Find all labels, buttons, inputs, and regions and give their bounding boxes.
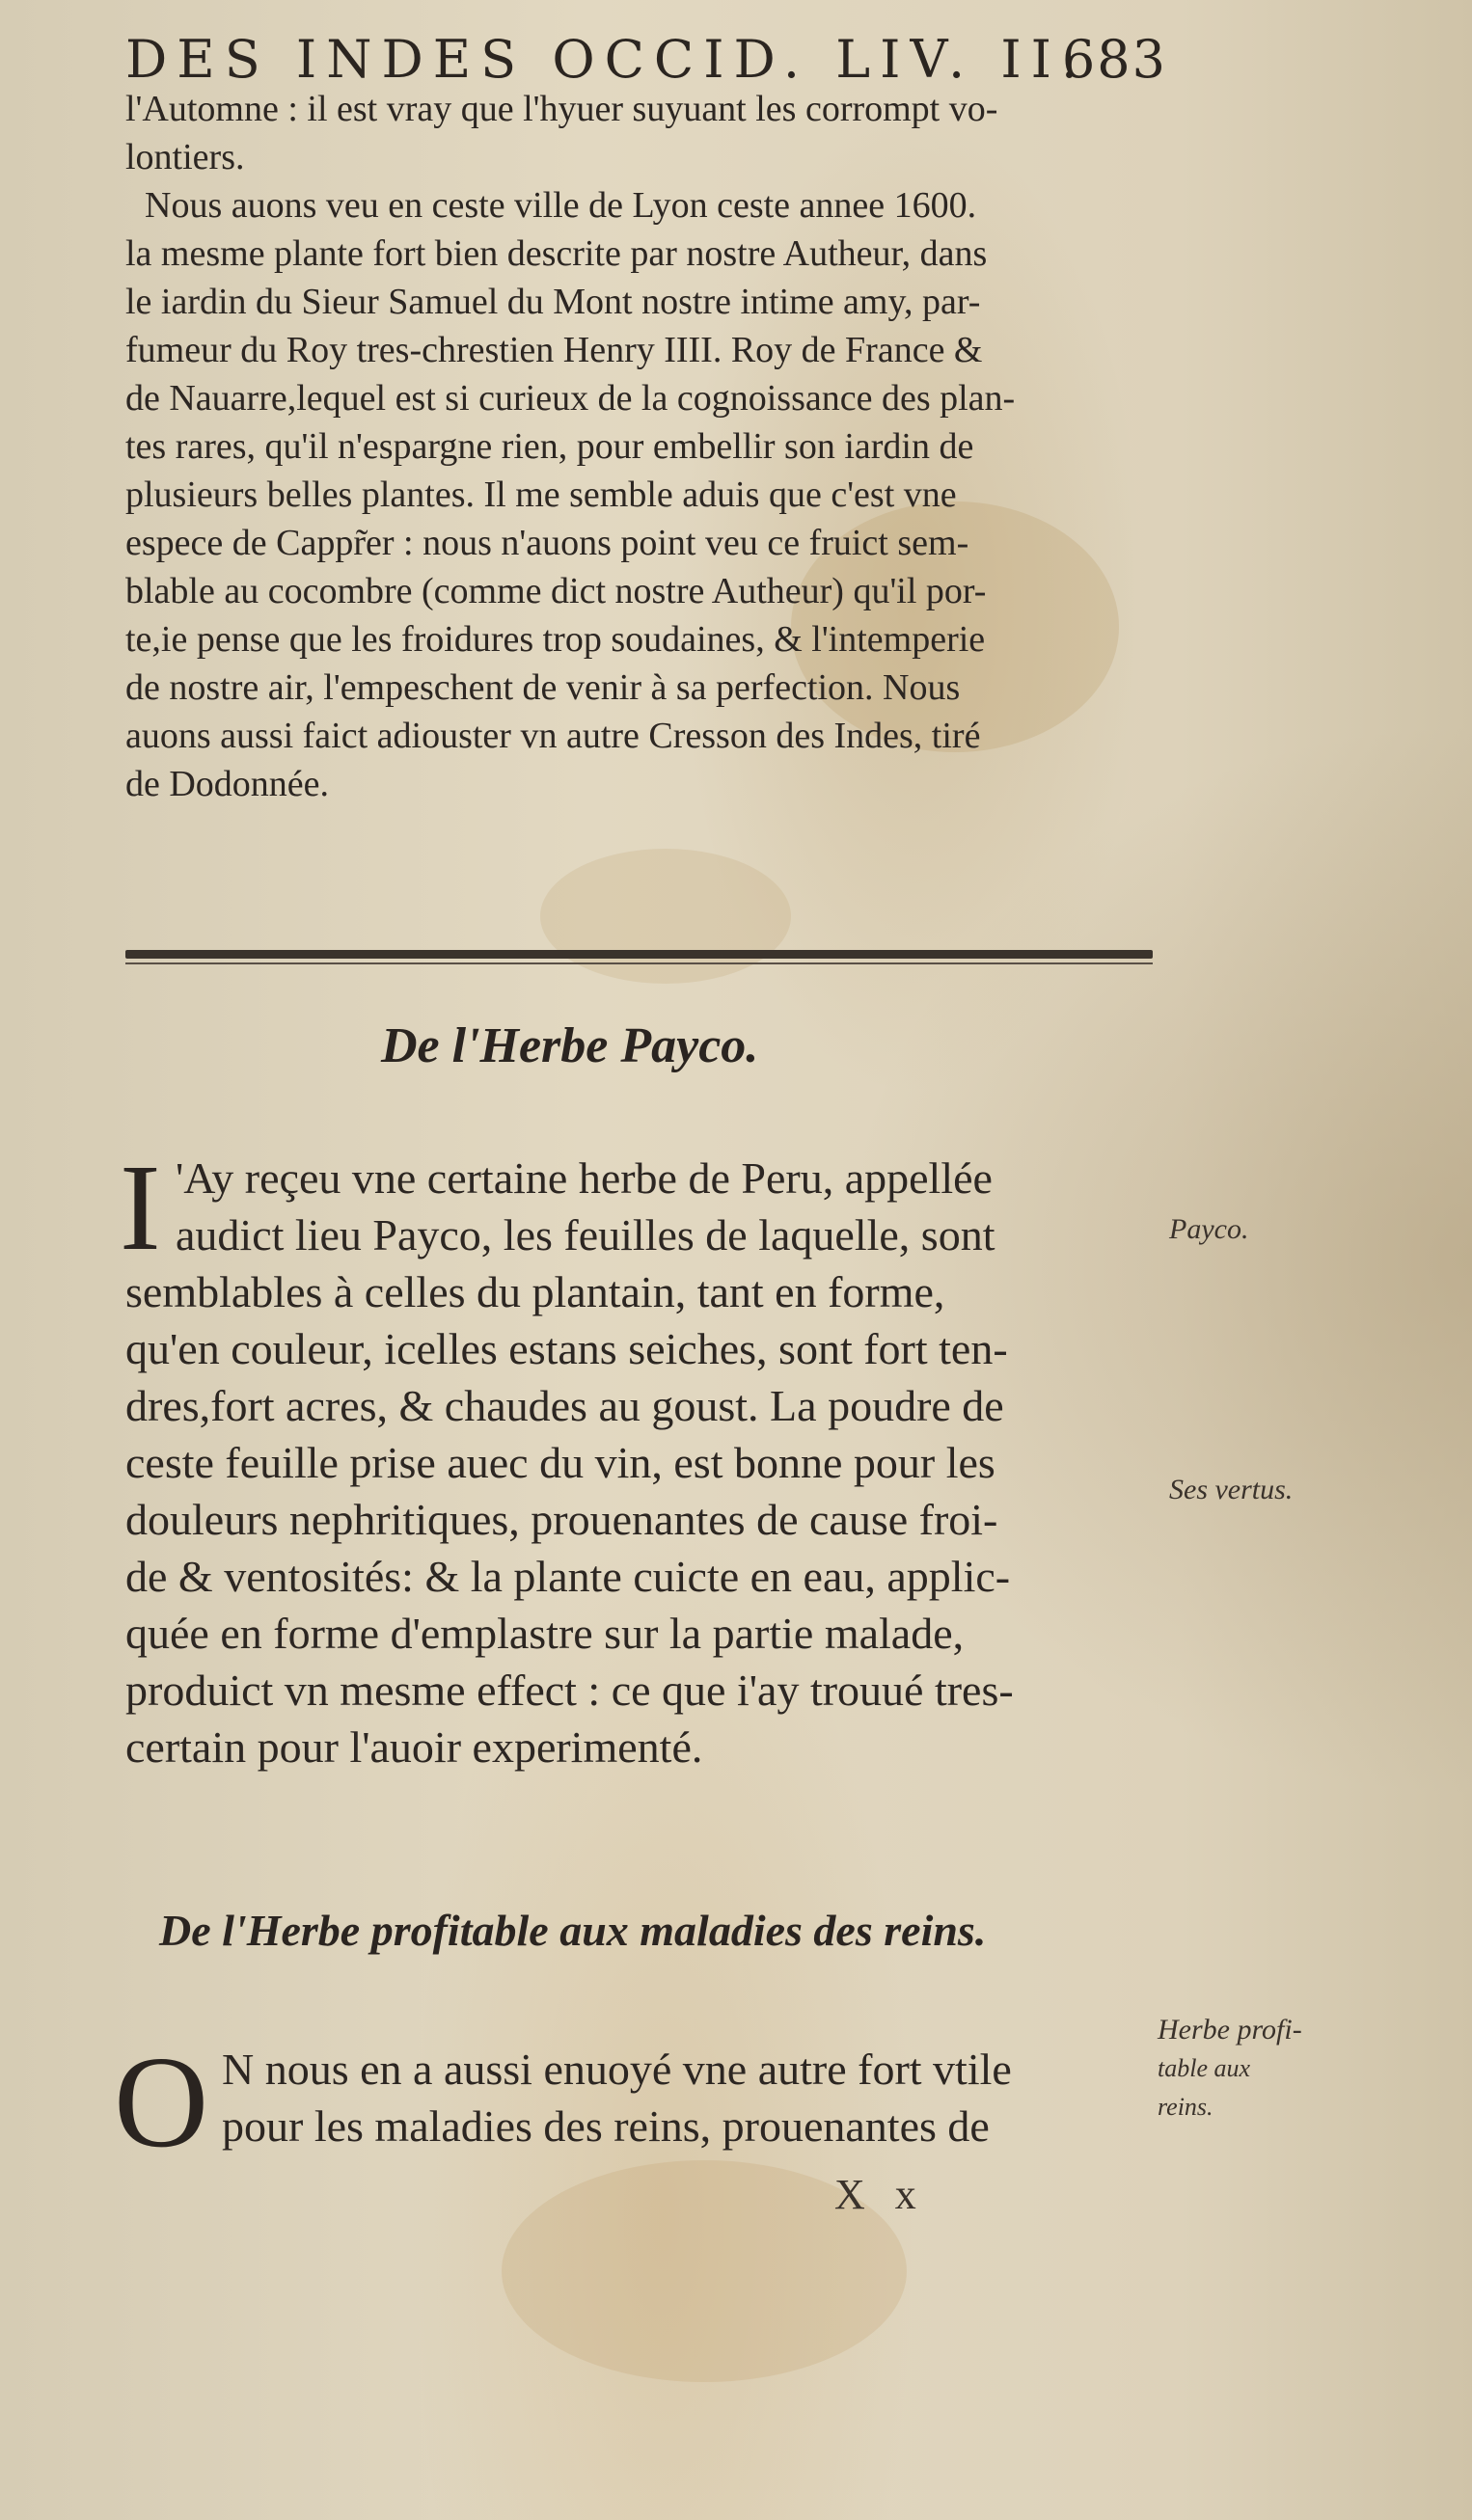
text-line: lontiers. — [125, 137, 245, 177]
text-line: fumeur du Roy tres-chrestien Henry IIII. Roy de France & — [125, 330, 983, 370]
text-line: douleurs nephritiques, prouenantes de cause froi- — [125, 1495, 998, 1544]
text-line: le iardin du Sieur Samuel du Mont nostre intime amy, par- — [125, 282, 981, 322]
section-2-heading: De l'Herbe Payco. — [381, 1018, 759, 1073]
text-line: auons aussi faict adiouster vn autre Cresson des Indes, tiré — [125, 716, 981, 756]
text-line: espece de Cappr̃er : nous n'auons point veu ce fruict sem- — [125, 523, 969, 563]
section-3-heading: De l'Herbe profitable aux maladies des reins. — [159, 1906, 987, 1955]
section-1-text — [125, 85, 1167, 866]
text-line: semblables à celles du plantain, tant en forme, — [125, 1267, 945, 1316]
text-line: certain pour l'auoir experimenté. — [125, 1722, 703, 1772]
section-3-text — [222, 2041, 1148, 2166]
text-line: audict lieu Payco, les feuilles de laquelle, sont — [176, 1210, 995, 1260]
text-line: la mesme plante fort bien descrite par nostre Autheur, dans — [125, 233, 988, 274]
margin-note-payco: Payco. — [1169, 1213, 1249, 1245]
text-line: quée en forme d'emplastre sur la partie malade, — [125, 1609, 965, 1658]
text-line: Nous auons veu en ceste ville de Lyon ceste annee 1600. — [145, 185, 977, 226]
text-line: te,ie pense que les froidures trop soudaines, & l'intemperie — [125, 619, 986, 660]
text-line: N nous en a aussi enuoyé vne autre fort vtile — [222, 2045, 1012, 2094]
drop-cap-o: O — [114, 2030, 209, 2175]
signature-mark: X x — [834, 2171, 926, 2218]
margin-note-vertus: Ses vertus. — [1169, 1474, 1294, 1505]
section-2-text — [125, 1150, 1158, 1805]
text-line: ceste feuille prise auec du vin, est bonne pour les — [125, 1438, 995, 1487]
text-line: blable au cocombre (comme dict nostre Autheur) qu'il por- — [125, 571, 987, 611]
text-line: pour les maladies des reins, prouenantes de — [222, 2101, 990, 2151]
margin-note-herbe-line-2: table aux — [1158, 2054, 1251, 2082]
section-divider-thin — [125, 962, 1153, 964]
text-line: de Dodonnée. — [125, 764, 330, 804]
margin-note-herbe-line-3: reins. — [1158, 2093, 1213, 2121]
text-line: plusieurs belles plantes. Il me semble aduis que c'est vne — [125, 474, 957, 515]
text-line: dres,fort acres, & chaudes au goust. La poudre de — [125, 1381, 1004, 1430]
text-line: tes rares, qu'il n'espargne rien, pour embellir son iardin de — [125, 426, 974, 467]
running-title: DES INDES OCCID. LIV. II. — [125, 29, 1088, 90]
margin-note-herbe-line-1: Herbe profi- — [1158, 2014, 1302, 2046]
text-line: produict vn mesme effect : ce que i'ay trouué tres- — [125, 1666, 1014, 1715]
drop-cap-i: I — [120, 1139, 161, 1276]
page-number: 683 — [1061, 29, 1167, 90]
text-line: qu'en couleur, icelles estans seiches, sont fort ten- — [125, 1324, 1008, 1373]
text-line: l'Automne : il est vray que l'hyuer suyuant les corrompt vo- — [125, 89, 998, 129]
text-line: de & ventosités: & la plante cuicte en eau, applic- — [125, 1552, 1011, 1601]
text-line: de Nauarre,lequel est si curieux de la cognoissance des plan- — [125, 378, 1016, 419]
text-line: 'Ay reçeu vne certaine herbe de Peru, appellée — [176, 1153, 993, 1203]
section-divider — [125, 950, 1153, 959]
text-line: de nostre air, l'empeschent de venir à sa perfection. Nous — [125, 667, 961, 708]
